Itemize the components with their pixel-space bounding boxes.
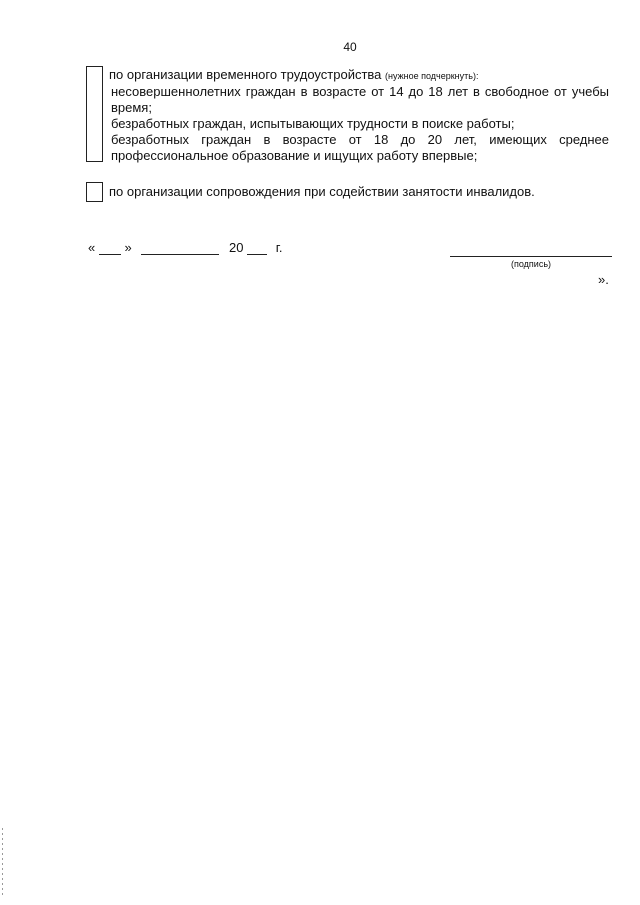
date-close-quote: »	[124, 240, 132, 255]
date-line	[88, 240, 282, 255]
month-blank[interactable]	[141, 242, 219, 255]
disabled-support-checkbox[interactable]	[86, 182, 103, 202]
year-blank[interactable]	[247, 242, 267, 255]
signature-line[interactable]	[450, 256, 612, 257]
signature-label: (подпись)	[510, 259, 552, 269]
closing-quote: ».	[598, 272, 609, 287]
page-number: 40	[343, 40, 357, 54]
temp-employment-section	[109, 67, 609, 164]
scan-margin-mark	[2, 828, 3, 898]
option-minors: несовершеннолетних граждан в возрасте от 14 до 18 лет в свободное от учебы время;	[111, 84, 609, 115]
option-hard-to-find-work: безработных граждан, испытывающих трудности в поиске работы;	[111, 116, 515, 131]
option-young-graduates: безработных граждан в возрасте от 18 до 20 лет, имеющих среднее профессиональное образование и ищущих работу впервые;	[111, 132, 609, 163]
temp-employment-heading: по организации временного трудоустройства	[109, 67, 382, 82]
temp-employment-checkbox[interactable]	[86, 66, 103, 162]
date-open-quote: «	[88, 240, 96, 255]
year-suffix: г.	[275, 240, 283, 255]
disabled-support-label: по организации сопровождения при содействии занятости инвалидов.	[109, 184, 535, 199]
year-prefix: 20	[228, 240, 244, 255]
temp-employment-heading-line	[109, 67, 609, 84]
temp-employment-note: (нужное подчеркнуть):	[385, 71, 479, 81]
day-blank[interactable]	[99, 242, 121, 255]
